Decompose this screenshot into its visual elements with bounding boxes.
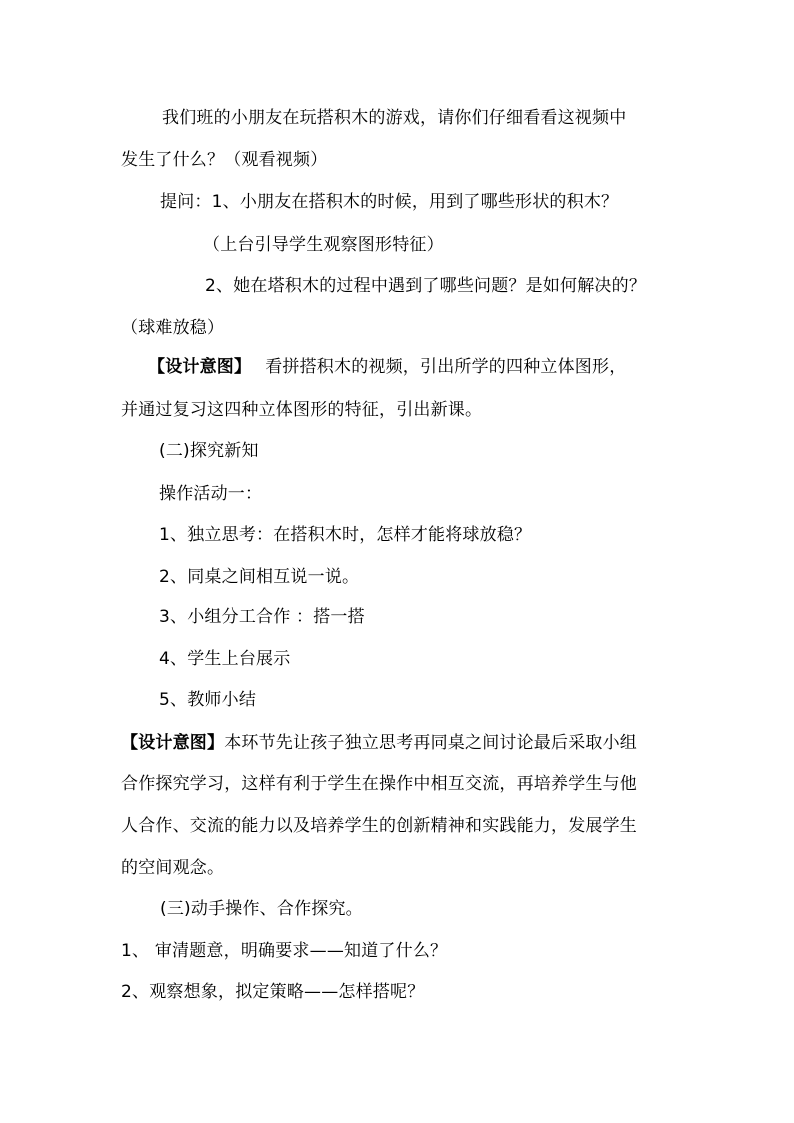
design-intent-1-text: 看拼搭积木的视频，引出所学的四种立体图形， <box>265 357 627 377</box>
step-5: 5、教师小结 <box>159 690 257 710</box>
design-intent-1-line-2: 并通过复习这四种立体图形的特征，引出新课。 <box>121 400 483 420</box>
final-step-1: 1、 审清题意，明确要求——知道了什么？ <box>121 941 448 961</box>
intro-line-1: 我们班的小朋友在玩搭积木的游戏，请你们仔细看看这视频中 <box>162 108 627 128</box>
section-3-heading: (三)动手操作、合作探究。 <box>160 899 363 919</box>
design-intent-1-line-1 <box>148 357 626 377</box>
design-intent-2-line-4: 的空间观念。 <box>121 858 225 878</box>
step-4: 4、学生上台展示 <box>159 649 291 669</box>
activity-1-heading: 操作活动一： <box>159 484 263 504</box>
design-intent-2-text: 本环节先让孩子独立思考再同桌之间讨论最后采取小组 <box>224 733 638 753</box>
step-2: 2、同桌之间相互说一说。 <box>159 567 360 587</box>
question-2: 2、她在塔积木的过程中遇到了哪些问题？是如何解决的？ <box>205 276 647 296</box>
design-intent-2-label: 【设计意图】 <box>121 733 225 753</box>
step-3: 3、小组分工合作 ：搭一搭 <box>159 607 365 627</box>
question-2-answer: （球难放稳） <box>121 318 225 338</box>
section-2-heading: (二)探究新知 <box>159 441 259 461</box>
design-intent-2-line-2: 合作探究学习，这样有利于学生在操作中相互交流，再培养学生与他 <box>121 774 637 794</box>
step-1: 1、独立思考：在搭积木时，怎样才能将球放稳？ <box>159 525 532 545</box>
guide-note: （上台引导学生观察图形特征） <box>203 235 444 255</box>
design-intent-2-line-3: 人合作、交流的能力以及培养学生的创新精神和实践能力，发展学生 <box>121 816 637 836</box>
design-intent-2-line-1 <box>121 733 637 753</box>
question-1: 提问：1、小朋友在搭积木的时候，用到了哪些形状的积木？ <box>160 192 619 212</box>
design-intent-1-label: 【设计意图】 <box>148 357 252 377</box>
final-step-2: 2、观察想象，拟定策略——怎样搭呢？ <box>121 982 425 1002</box>
intro-line-2: 发生了什么？（观看视频） <box>121 150 328 170</box>
